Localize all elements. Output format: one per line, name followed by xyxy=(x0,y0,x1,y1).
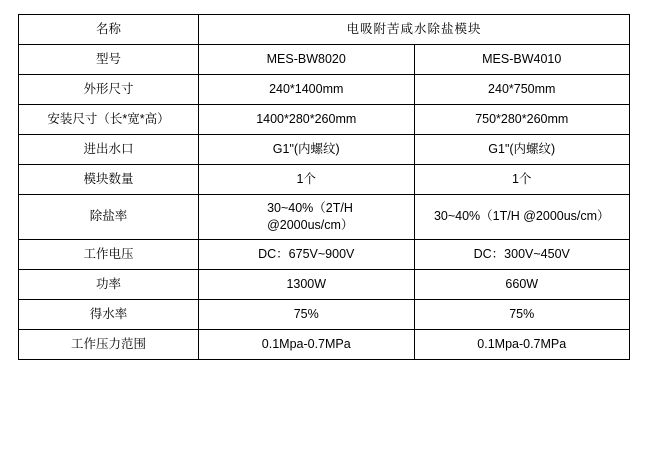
row-value-a: MES-BW8020 xyxy=(199,45,415,75)
table-row xyxy=(19,269,630,299)
row-value-a-text xyxy=(259,200,353,234)
row-value-b: 0.1Mpa-0.7MPa xyxy=(414,329,630,359)
row-value-b: 660W xyxy=(414,269,630,299)
row-value-a: 240*1400mm xyxy=(199,75,415,105)
row-label: 进出水口 xyxy=(19,135,199,165)
table-row xyxy=(19,15,630,45)
row-value-b: 750*280*260mm xyxy=(414,105,630,135)
row-label: 名称 xyxy=(19,15,199,45)
row-value-b: MES-BW4010 xyxy=(414,45,630,75)
row-label: 外形尺寸 xyxy=(19,75,199,105)
row-value-b: DC：300V~450V xyxy=(414,239,630,269)
table-row xyxy=(19,329,630,359)
row-value-b: 30~40%（1T/H @2000us/cm） xyxy=(414,195,630,240)
row-value-a: 0.1Mpa-0.7MPa xyxy=(199,329,415,359)
row-value-a xyxy=(199,195,415,240)
row-value-a-line1: 30~40%（2T/H xyxy=(267,201,353,215)
row-value-b: 75% xyxy=(414,299,630,329)
row-value-a: DC：675V~900V xyxy=(199,239,415,269)
table-row xyxy=(19,239,630,269)
row-label: 功率 xyxy=(19,269,199,299)
row-value-a: 1400*280*260mm xyxy=(199,105,415,135)
row-label: 型号 xyxy=(19,45,199,75)
table-row xyxy=(19,45,630,75)
spec-table xyxy=(18,14,630,360)
table-row xyxy=(19,165,630,195)
table-row xyxy=(19,105,630,135)
table-row xyxy=(19,299,630,329)
row-label: 安装尺寸（长*宽*高） xyxy=(19,105,199,135)
row-value-b: G1"(内螺纹) xyxy=(414,135,630,165)
row-value-a: 1300W xyxy=(199,269,415,299)
spec-table-container xyxy=(18,14,630,360)
table-row xyxy=(19,75,630,105)
row-value-a: G1"(内螺纹) xyxy=(199,135,415,165)
row-value-b: 240*750mm xyxy=(414,75,630,105)
table-row xyxy=(19,135,630,165)
row-value-a-line2: @2000us/cm） xyxy=(267,217,354,232)
row-label: 模块数量 xyxy=(19,165,199,195)
row-value-b: 1个 xyxy=(414,165,630,195)
row-label: 除盐率 xyxy=(19,195,199,240)
row-value-merged: 电吸附苦咸水除盐模块 xyxy=(199,15,630,45)
row-value-a: 75% xyxy=(199,299,415,329)
row-label: 工作电压 xyxy=(19,239,199,269)
row-label: 得水率 xyxy=(19,299,199,329)
row-label: 工作压力范围 xyxy=(19,329,199,359)
table-row xyxy=(19,195,630,240)
row-value-a: 1个 xyxy=(199,165,415,195)
